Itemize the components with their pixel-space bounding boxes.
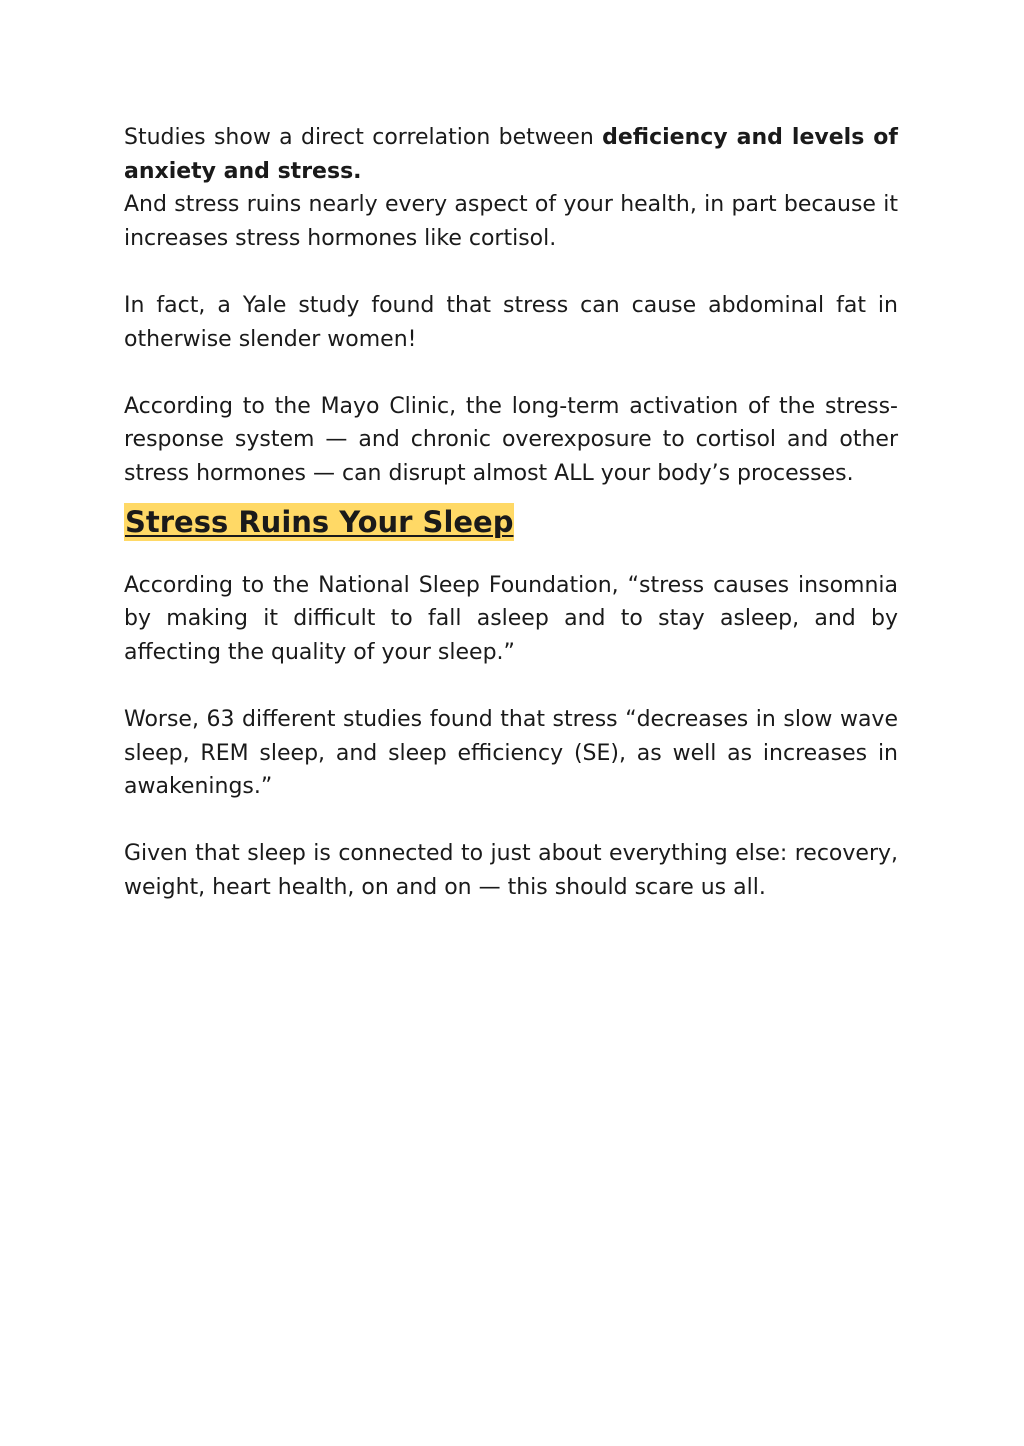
paragraph-gap [124, 804, 898, 838]
intro-lead-text: Studies show a direct correlation between [124, 125, 603, 150]
mayo-paragraph: According to the Mayo Clinic, the long-term activation of the stress-response system — and chronic overexposure to cortisol and other stress hormones — can disrupt almost ALL your body’s processes. [124, 393, 898, 486]
section-heading: Stress Ruins Your Sleep [125, 504, 514, 539]
paragraph-gap [124, 255, 898, 289]
nsf-paragraph: According to the National Sleep Foundation, “stress causes insomnia by making it difficult to fall asleep and to stay asleep, and by affecting the quality of your sleep.” [124, 572, 898, 665]
section-heading-wrapper [124, 503, 898, 553]
document-page [124, 121, 898, 904]
intro-second-paragraph: And stress ruins nearly every aspect of your health, in part because it increases stress hormones like cortisol. [124, 192, 898, 251]
intro-paragraph [124, 121, 898, 188]
yale-paragraph: In fact, a Yale study found that stress can cause abdominal fat in otherwise slender women! [124, 292, 898, 352]
paragraph-gap [124, 669, 898, 703]
intro-bold-text: deficiency and levels of anxiety and stress. [124, 125, 898, 184]
studies-paragraph: Worse, 63 different studies found that stress “decreases in slow wave sleep, REM sleep, and sleep efficiency (SE), as well as increases in awakenings.” [124, 706, 898, 800]
paragraph-gap [124, 356, 898, 390]
conclusion-paragraph: Given that sleep is connected to just about everything else: recovery, weight, heart health, on and on — this should scare us all. [124, 841, 898, 900]
